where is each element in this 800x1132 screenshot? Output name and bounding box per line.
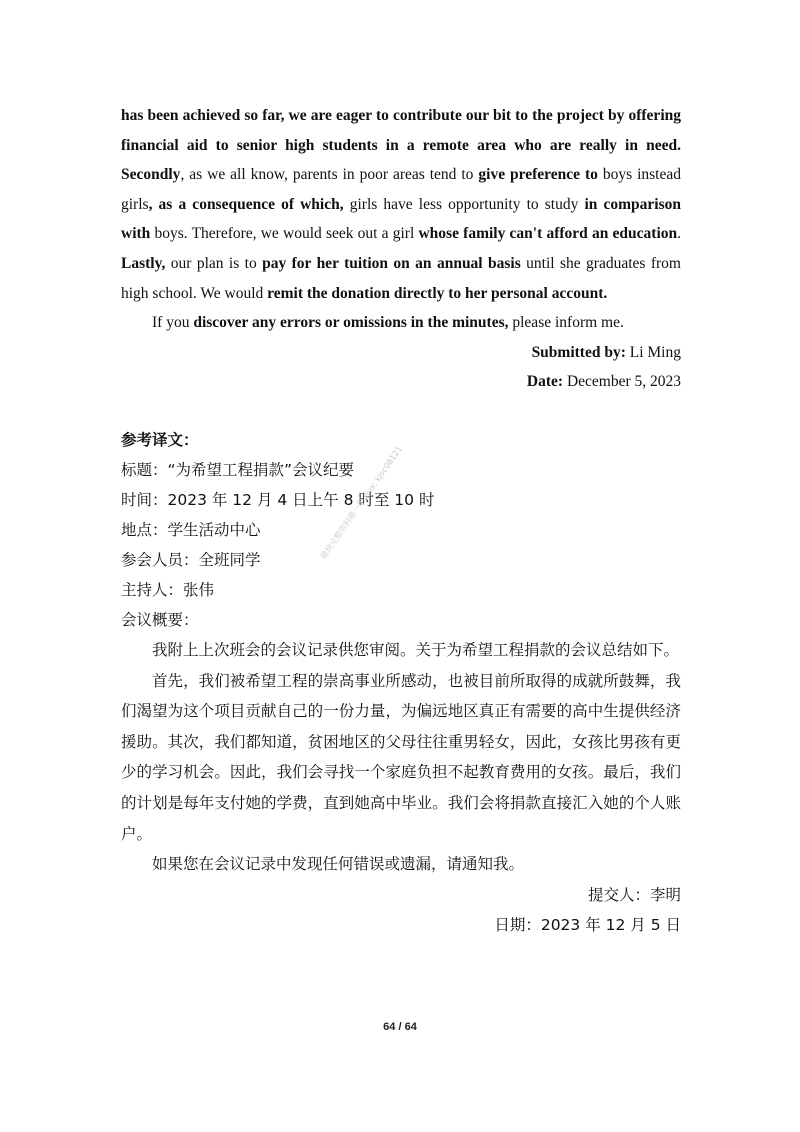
- summary-run: until she graduates from high school. We would: [121, 254, 681, 302]
- zh-attendees-line: 参会人员：全班同学: [121, 551, 261, 569]
- summary-run: pay for her tuition on an annual basis: [262, 254, 521, 272]
- date-label: Date:: [526, 373, 564, 391]
- summary-run: .: [677, 225, 681, 243]
- summary-run: our plan is to: [165, 254, 263, 272]
- submitted-by-label: Submitted by:: [531, 343, 626, 361]
- zh-summary-label: 会议概要：: [121, 611, 199, 629]
- zh-place-line: 地点：学生活动中心: [121, 521, 261, 539]
- date-line: [121, 367, 681, 397]
- date-value: December 5, 2023: [563, 373, 681, 391]
- submitted-by-line: [121, 338, 681, 368]
- zh-submitter-line: 提交人：李明: [587, 885, 681, 904]
- summary-run: boys. Therefore, we would seek out a girl: [150, 225, 419, 243]
- closing-run: discover any errors or omissions in the minutes,: [193, 314, 509, 332]
- summary-run: in comparison with: [121, 195, 681, 243]
- zh-date-line: 日期：2023 年 12 月 5 日: [494, 915, 681, 934]
- zh-title-line: 标题：“为希望工程捐款”会议纪要: [121, 461, 355, 479]
- zh-host-line: 主持人：张伟: [121, 581, 215, 599]
- summary-run: remit the donation directly to her personal account.: [267, 284, 608, 302]
- summary-run: , as a consequence of which,: [148, 195, 344, 213]
- translation-heading: 参考译文：: [121, 431, 199, 449]
- page-number: 64 / 64: [383, 1021, 417, 1033]
- zh-paragraph-2: 首先，我们被希望工程的崇高事业所感动，也被目前所取得的成就所鼓舞，我们渴望为这个项目贡献自己的一份力量，为偏远地区真正有需要的高中生提供经济援助。其次，我们都知道，贫困地区的父母往往重男轻女，因此，女孩比男孩有更少的学习机会。因此，我们会寻找一个家庭负担不起教育费用的女孩。最后，我们的计划是每年支付她的学费，直到她高中毕业。我们会将捐款直接汇入她的个人账户。: [121, 671, 681, 843]
- zh-time-line: 时间：2023 年 12 月 4 日上午 8 时至 10 时: [121, 491, 435, 509]
- summary-run: Lastly,: [121, 254, 166, 272]
- chinese-section: [121, 425, 681, 940]
- zh-paragraph-1: 我附上上次班会的会议记录供您审阅。关于为希望工程捐款的会议总结如下。: [152, 641, 680, 659]
- summary-run: , as we all know, parents in poor areas tend to: [180, 166, 479, 184]
- english-paragraph-summary: [121, 101, 681, 308]
- english-section: [121, 101, 681, 397]
- watermark-text: 最快完整资料唯一渠道vx: kjsc08121: [318, 444, 404, 561]
- summary-run: boys instead girls: [121, 166, 681, 213]
- summary-run: whose family can't afford an education: [418, 225, 678, 243]
- closing-run: please inform me.: [508, 314, 624, 332]
- submitted-by-value: Li Ming: [625, 343, 681, 361]
- summary-run: has been achieved so far, we are eager to contribute our bit to the project by offering financial aid to senior high students in a remote area who are really in need. Secondly: [121, 107, 681, 184]
- zh-paragraph-3: 如果您在会议记录中发现任何错误或遗漏，请通知我。: [152, 855, 525, 874]
- closing-run: If you: [152, 314, 194, 332]
- english-paragraph-closing: [121, 308, 681, 338]
- summary-run: give preference to: [478, 166, 598, 184]
- summary-run: girls have less opportunity to study: [343, 195, 585, 213]
